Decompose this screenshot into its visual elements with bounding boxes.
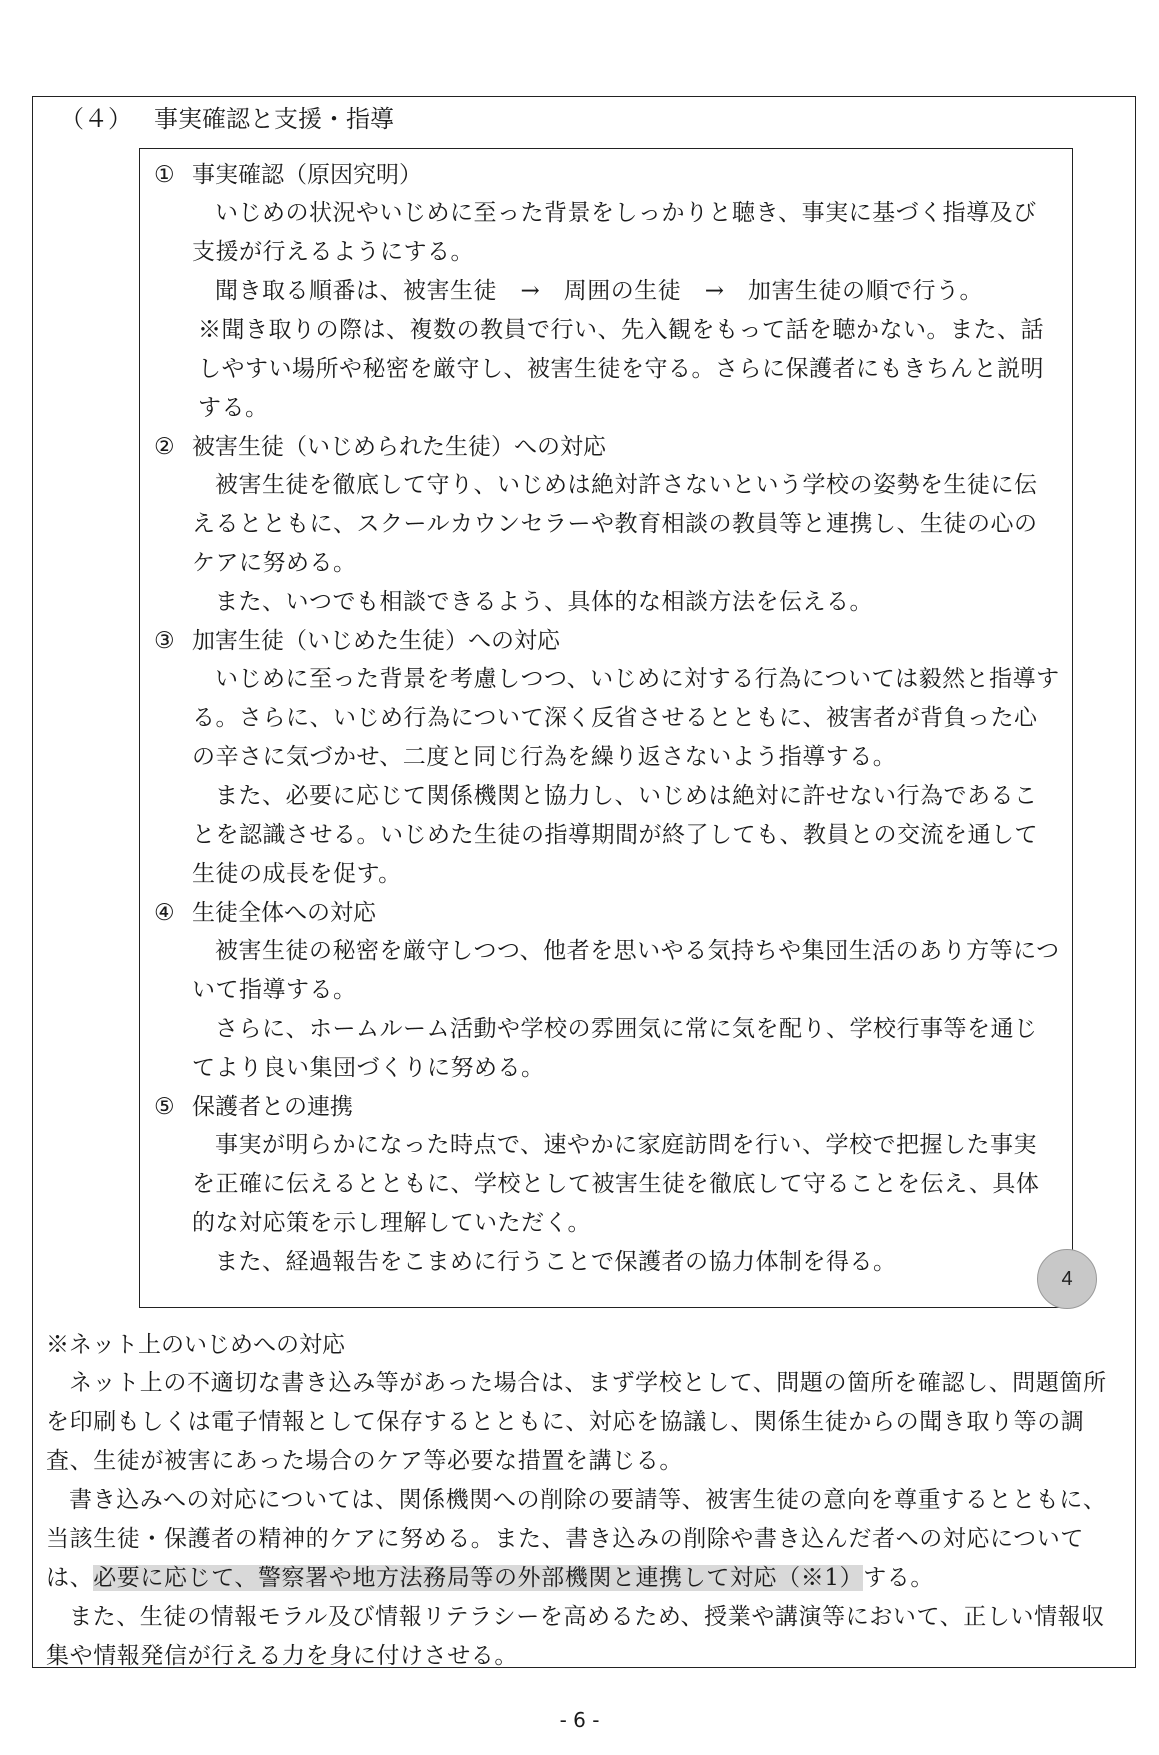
item-mark: ① — [154, 162, 175, 188]
item-mark: ② — [154, 434, 175, 460]
item-title-text: 加害生徒（いじめた生徒）への対応 — [192, 628, 560, 654]
item-mark: ⑤ — [154, 1094, 175, 1120]
section-heading — [60, 104, 394, 134]
note-paragraph: ※聞き取りの際は、複数の教員で行い、先入観をもって話を聴かない。また、話しやすい場所や秘密を厳守し、被害生徒を守る。さらに保護者にもきちんと説明する。 — [198, 317, 1044, 421]
item-title-text: 保護者との連携 — [192, 1094, 353, 1120]
item-title — [150, 428, 1060, 466]
flow-step-badge: 4 — [1037, 1249, 1097, 1309]
support-guidance-content — [150, 156, 1060, 1282]
item-title — [150, 894, 1060, 932]
item-title — [150, 1088, 1060, 1126]
paragraph: また、必要に応じて関係機関と協力し、いじめは絶対に許せない行為であることを認識させる。いじめた生徒の指導期間が終了しても、教員との交流を通して生徒の成長を促す。 — [192, 783, 1038, 887]
section-title: 事実確認と支援・指導 — [154, 105, 394, 133]
item-mark: ④ — [154, 900, 175, 926]
paragraph: 被害生徒を徹底して守り、いじめは絶対許さないという学校の姿勢を生徒に伝えるとともに、スクールカウンセラーや教育相談の教員等と連携し、生徒の心のケアに努める。 — [192, 472, 1038, 576]
paragraph: また、生徒の情報モラル及び情報リテラシーを高めるため、授業や講演等において、正しい情報収集や情報発信が行える力を身に付けさせる。 — [46, 1604, 1105, 1669]
item-perpetrator-response — [150, 622, 1060, 894]
paragraph: いじめの状況やいじめに至った背景をしっかりと聴き、事実に基づく指導及び支援が行えるようにする。 — [192, 200, 1037, 265]
paragraph: ネット上の不適切な書き込み等があった場合は、まず学校として、問題の箇所を確認し、問題箇所を印刷もしくは電子情報として保存するとともに、対応を協議し、関係生徒からの聞き取り等の調査、生徒が被害にあった場合のケア等必要な措置を講じる。 — [46, 1370, 1107, 1474]
paragraph: 聞き取る順番は、被害生徒 → 周囲の生徒 → 加害生徒の順で行う。 — [215, 278, 984, 304]
item-title — [150, 156, 1060, 194]
paragraph-text: 書き込みへの対応については、関係機関への削除の要請等、被害生徒の意向を尊重するとともに、当該生徒・保護者の精神的ケアに努める。また、書き込みの削除や書き込んだ者への対応については、 — [46, 1487, 1107, 1591]
paragraph: いじめに至った背景を考慮しつつ、いじめに対する行為については毅然と指導する。さらに、いじめ行為について深く反省させるとともに、被害者が背負った心の辛さに気づかせ、二度と同じ行為を繰り返さないよう指導する。 — [192, 666, 1060, 770]
item-title — [150, 622, 1060, 660]
item-mark: ③ — [154, 628, 175, 654]
item-guardian-cooperation — [150, 1088, 1060, 1282]
item-title-text: 生徒全体への対応 — [192, 900, 376, 926]
online-bullying-title: ※ネット上のいじめへの対応 — [46, 1332, 345, 1358]
paragraph: また、経過報告をこまめに行うことで保護者の協力体制を得る。 — [215, 1249, 897, 1275]
item-all-students-response — [150, 894, 1060, 1088]
paragraph: 事実が明らかになった時点で、速やかに家庭訪問を行い、学校で把握した事実を正確に伝えるとともに、学校として被害生徒を徹底して守ることを伝え、具体的な対応策を示し理解していただく。 — [192, 1132, 1040, 1236]
paragraph: さらに、ホームルーム活動や学校の雰囲気に常に気を配り、学校行事等を通じてより良い集団づくりに努める。 — [192, 1016, 1038, 1081]
page-number: - 6 - — [559, 1708, 600, 1732]
online-bullying-section — [46, 1326, 1126, 1676]
section-number: （４） — [60, 105, 132, 133]
paragraph-text: する。 — [863, 1565, 934, 1591]
item-victim-response — [150, 428, 1060, 622]
item-fact-check — [150, 156, 1060, 428]
item-title-text: 事実確認（原因究明） — [192, 162, 422, 188]
paragraph: また、いつでも相談できるよう、具体的な相談方法を伝える。 — [215, 589, 873, 615]
paragraph: 被害生徒の秘密を厳守しつつ、他者を思いやる気持ちや集団生活のあり方等について指導する。 — [192, 938, 1060, 1003]
highlighted-text: 必要に応じて、警察署や地方法務局等の外部機関と連携して対応（※1） — [93, 1565, 864, 1591]
item-title-text: 被害生徒（いじめられた生徒）への対応 — [192, 434, 606, 460]
paragraph — [46, 1481, 1126, 1598]
